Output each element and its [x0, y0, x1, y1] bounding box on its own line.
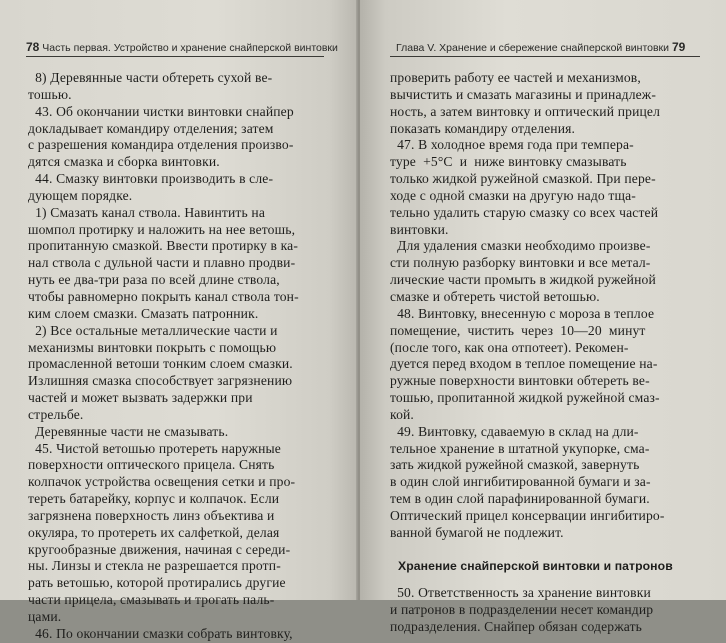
text-line: загрязнена поверхность линз объектива и	[28, 507, 275, 523]
text-line: и патронов в подразделении несет командир	[390, 602, 654, 618]
text-line: 47. В холодное время года при темпера-	[390, 137, 634, 153]
text-line: ванной бумагой не подлежит.	[390, 524, 564, 540]
text-line: тельное хранение в штатной укупорке, сма-	[390, 440, 650, 456]
text-line: сти полную разборку винтовки и все метал-	[390, 255, 651, 271]
text-line: ружные поверхности винтовки обтереть ве-	[390, 373, 650, 389]
text-line: тереть батарейку, корпус и колпачок. Если	[28, 491, 280, 507]
left-header-rule	[26, 56, 324, 57]
left-page	[0, 0, 358, 641]
text-line: нал ствола с дульной части и плавно продви-	[28, 255, 296, 271]
text-line: тем в один слой парафинированной бумаги.	[390, 491, 650, 507]
text-line: окуляра, то протереть их салфеткой, делая	[28, 524, 280, 540]
text-line: рать ветошью, которой протирались другие	[28, 575, 286, 591]
right-header-rule	[390, 56, 700, 57]
text-line: зать жидкой ружейной смазкой, завернуть	[390, 457, 640, 473]
text-line: части прицела, смазывать и трогать паль-	[28, 592, 275, 608]
text-line: пропитанную смазкой. Ввести протирку в ка-	[28, 238, 298, 254]
text-line: Излишняя смазка способствует загрязнению	[28, 373, 293, 389]
spacer	[390, 575, 702, 585]
section-heading: Хранение снайперской винтовки и патронов	[398, 559, 673, 574]
text-line: 49. Винтовку, сдаваемую в склад на дли-	[390, 423, 639, 439]
text-line: механизмы винтовки покрыть с помощью	[28, 339, 277, 355]
text-line: кругообразные движения, начиная с середи-	[28, 541, 291, 557]
text-line: нуть ее два-три раза по всей длине ствола,	[28, 272, 280, 288]
text-line: винтовки.	[390, 221, 449, 237]
text-line: цами.	[28, 609, 62, 624]
text-line: 46. По окончании смазки собрать винтовку,	[28, 625, 293, 641]
text-line: шомпол протирку и наложить на нее ветошь,	[28, 221, 296, 237]
right-page-body	[390, 70, 702, 636]
text-line: дуется перед входом в теплое помещение на-	[390, 356, 658, 372]
text-line: ны. Линзы и стекла не разрешается протп-	[28, 558, 281, 574]
text-line: колпачок устройства освещения сетки и про-	[28, 474, 296, 490]
text-line: частей и может вызвать задержки при	[28, 390, 253, 406]
text-line: тельно удалить старую смазку со всех частей	[390, 204, 659, 220]
text-line: дующем порядке.	[28, 187, 133, 203]
text-line: 44. Смазку винтовки производить в сле-	[28, 171, 274, 187]
text-line: лические части промыть в жидкой ружейной	[390, 272, 656, 288]
text-line: проверить работу ее частей и механизмов,	[390, 70, 641, 85]
text-line: Деревянные части не смазывать.	[28, 423, 229, 439]
text-line: в один слой ингибитированной бумаги и за-	[390, 474, 651, 490]
text-line: докладывает командиру отделения; затем	[28, 120, 274, 136]
right-running-head	[396, 40, 685, 54]
text-line: Для удаления смазки необходимо произве-	[390, 238, 651, 254]
text-line: с разрешения командира отделения произво-	[28, 137, 294, 153]
text-line: 45. Чистой ветошью протереть наружные	[28, 440, 281, 456]
text-line: промасленной ветоши тонким слоем смазки.	[28, 356, 293, 372]
text-line: 48. Винтовку, внесенную с мороза в теплое	[390, 305, 655, 321]
text-line: только жидкой ружейной смазкой. При пере-	[390, 171, 656, 187]
text-line: тошью.	[28, 86, 72, 102]
text-line: кой.	[390, 406, 414, 422]
text-line: 43. Об окончании чистки винтовки снайпер	[28, 103, 294, 119]
right-page-number: 79	[671, 40, 686, 54]
left-page-number: 78	[26, 40, 40, 54]
text-line: чтобы равномерно покрыть канал ствола тон-	[28, 288, 299, 304]
left-running-head	[26, 40, 338, 54]
right-page	[360, 0, 726, 634]
text-line: помещение, чистить через 10—20 минут	[390, 322, 646, 338]
text-line: ность, а затем винтовку и оптический прицел	[390, 103, 661, 119]
text-line: стрельбе.	[28, 406, 84, 422]
text-line: ким слоем смазки. Смазать патронник.	[28, 305, 259, 321]
text-line: поверхности оптического прицела. Снять	[28, 457, 275, 473]
text-line: 8) Деревянные части обтереть сухой ве-	[28, 70, 273, 85]
text-line: 2) Все остальные металлические части и	[28, 322, 278, 338]
text-line: 1) Смазать канал ствола. Навинтить на	[28, 204, 266, 220]
text-line: туре +5°С и ниже винтовку смазывать	[390, 154, 627, 170]
text-line: 50. Ответственность за хранение винтовки	[390, 585, 651, 601]
text-line: показать командиру отделения.	[390, 120, 576, 136]
text-line: тошью, пропитанной жидкой ружейной смаз-	[390, 390, 660, 406]
right-running-head-text: Глава V. Хранение и сбережение снайперской винтовки	[396, 42, 670, 54]
text-line: дятся смазка и сборка винтовки.	[28, 154, 220, 170]
text-line: (после того, как она отпотеет). Рекомен-	[390, 339, 629, 355]
text-line: ходе с одной смазки на другую надо тща-	[390, 187, 636, 203]
left-page-body	[28, 70, 328, 643]
spacer	[390, 542, 702, 559]
text-line: подразделения. Снайпер обязан содержать	[390, 619, 643, 634]
text-line: смазке и обтереть чистой ветошью.	[390, 288, 600, 304]
text-line: вычистить и смазать магазины и принадлеж-	[390, 86, 657, 102]
left-running-head-text: Часть первая. Устройство и хранение снайперской винтовки	[42, 42, 338, 54]
text-line: Оптический прицел консервации ингибитиро-	[390, 507, 665, 523]
